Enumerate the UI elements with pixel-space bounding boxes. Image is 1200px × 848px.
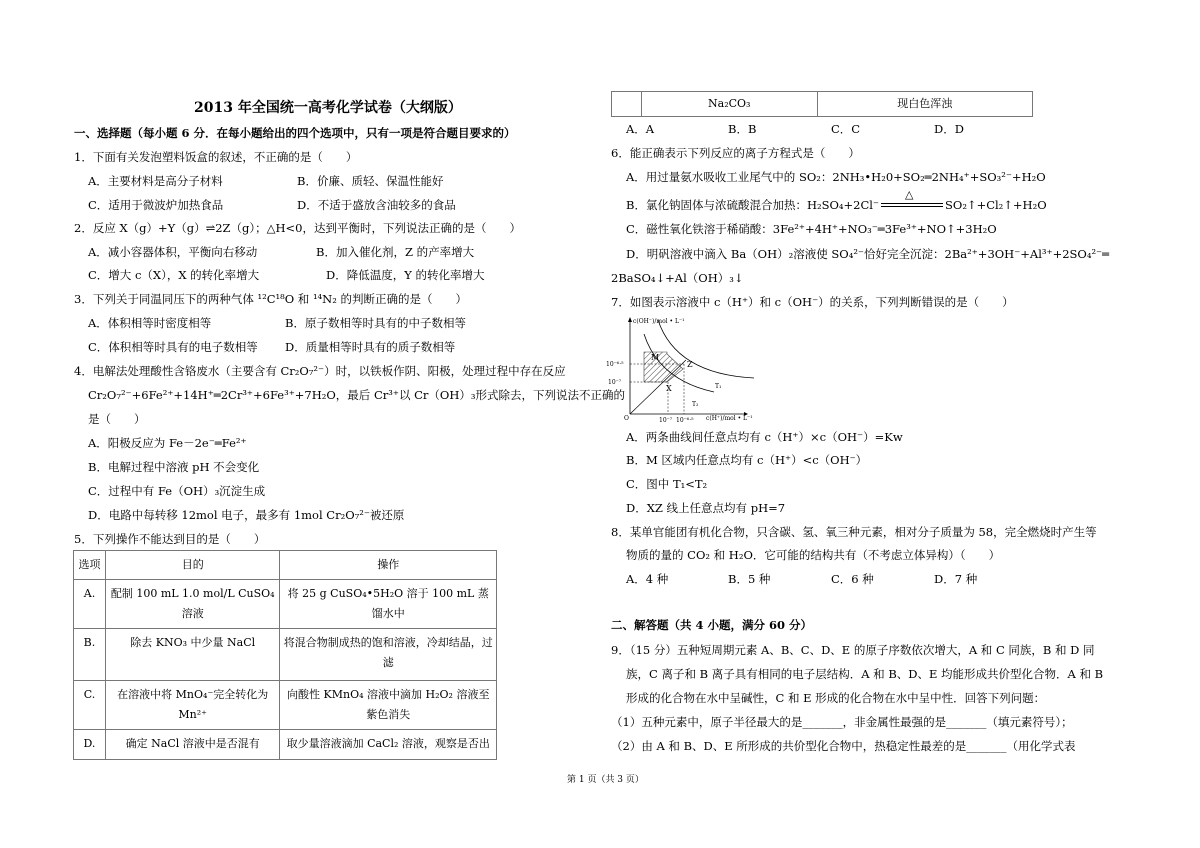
- table-cell-operation: 取少量溶液滴加 CaCl₂ 溶液，观察是否出: [280, 730, 497, 760]
- q8-answer-c: C．6 种: [831, 572, 874, 586]
- table-row: [612, 92, 1033, 117]
- q9-line5: （2）由 A 和 B、D、E 所形成的共价型化合物中，热稳定性最差的是_______（用化学式表: [611, 739, 1076, 753]
- q4-option-d: D．电路中每转移 12mol 电子，最多有 1mol Cr₂O₇²⁻被还原: [88, 508, 405, 522]
- q6-option-d-line2: 2BaSO₄↓+Al（OH）₃↓: [611, 271, 744, 285]
- q8-stem-line1: 8．某单官能团有机化合物，只含碳、氢、氧三种元素，相对分子质量为 58，完全燃烧时产生等: [611, 525, 1097, 539]
- q7-option-b: B．M 区域内任意点均有 c（H⁺）<c（OH⁻）: [626, 453, 868, 467]
- q3-option-d: D．质量相等时具有的质子数相等: [285, 340, 456, 354]
- label-t2: T₂: [692, 401, 699, 408]
- table-cell-option: B.: [74, 629, 106, 681]
- q5-stem: 5．下列操作不能达到目的是（ ）: [74, 532, 266, 546]
- q2-option-b: B．加入催化剂，Z 的产率增大: [316, 245, 475, 259]
- table-cell-operation: 现白色浑浊: [817, 92, 1032, 117]
- table-header-cell: 选项: [74, 551, 106, 580]
- q4-stem-line1: 4．电解法处理酸性含铬废水（主要含有 Cr₂O₇²⁻）时，以铁板作阴、阳极，处理过程中存在反应: [74, 364, 566, 378]
- q4-option-a: A．阳极反应为 Fe－2e⁻═Fe²⁺: [88, 436, 247, 450]
- section-heading-choice: 一、选择题（每小题 6 分．在每小题给出的四个选项中，只有一项是符合题目要求的）: [74, 126, 516, 140]
- q5-table-continued: [611, 91, 1033, 117]
- q5-answer-a: A．A: [626, 122, 655, 136]
- q6-option-a: A．用过量氨水吸收工业尾气中的 SO₂：2NH₃•H₂0+SO₂═2NH₄⁺+SO₃²⁻+H₂O: [626, 170, 1046, 184]
- q8-answer-b: B．5 种: [728, 572, 771, 586]
- table-cell-option: [612, 92, 642, 117]
- q9-line2: 族，C 离子和 B 离子具有相同的电子层结构．A 和 B、D、E 均能形成共价型化合物．A 和 B: [626, 667, 1104, 681]
- delta-symbol: △: [905, 188, 914, 201]
- heating-arrow: [881, 188, 943, 209]
- table-cell-goal: 确定 NaCl 溶液中是否混有: [105, 730, 280, 760]
- table-cell-goal: 在溶液中将 MnO₄⁻完全转化为 Mn²⁺: [105, 681, 280, 730]
- q3-stem: 3．下列关于同温同压下的两种气体 ¹²C¹⁸O 和 ¹⁴N₂ 的判断正确的是（ ）: [74, 292, 467, 306]
- q4-option-b: B．电解过程中溶液 pH 不会变化: [88, 460, 260, 474]
- section-heading-answer: 二、解答题（共 4 小题，满分 60 分）: [611, 618, 813, 632]
- q2-option-a: A．减小容器体积，平衡向右移动: [88, 245, 258, 259]
- table-row: [74, 629, 497, 681]
- table-cell-goal: Na₂CO₃: [641, 92, 817, 117]
- table-cell-option: D.: [74, 730, 106, 760]
- q9-line3: 形成的化合物在水中呈碱性，C 和 E 形成的化合物在水中呈中性．回答下列问题：: [626, 691, 1046, 705]
- q9-line4: （1）五种元素中，原子半径最大的是_______，非金属性最强的是_______（填元素符号）；: [611, 715, 1073, 729]
- y-axis-label: c(OH⁻)/mol • L⁻¹: [633, 318, 685, 325]
- table-cell-operation: 向酸性 KMnO₄ 溶液中滴加 H₂O₂ 溶液至紫色消失: [280, 681, 497, 730]
- table-cell-option: A.: [74, 580, 106, 629]
- page-title: 2013 年全国统一高考化学试卷（大纲版）: [194, 100, 462, 116]
- table-cell-goal: 除去 KNO₃ 中少量 NaCl: [105, 629, 280, 681]
- q5-answer-b: B．B: [728, 122, 757, 136]
- y-axis-arrow: [628, 317, 632, 322]
- q7-option-c: C．图中 T₁<T₂: [626, 477, 708, 491]
- q5-answer-d: D．D: [934, 122, 964, 136]
- table-cell-goal: 配制 100 mL 1.0 mol/L CuSO₄ 溶液: [105, 580, 280, 629]
- table-row: [74, 730, 497, 760]
- table-header-row: [74, 551, 497, 580]
- q2-stem: 2．反应 X（g）+Y（g）⇌2Z（g）；△H<0，达到平衡时，下列说法正确的是（ ）: [74, 221, 521, 235]
- q6-option-d-line1: D．明矾溶液中滴入 Ba（OH）₂溶液使 SO₄²⁻恰好完全沉淀：2Ba²⁺+3OH⁻+Al³⁺+2SO₄²⁻═: [626, 247, 1110, 261]
- q4-stem-line3: 是（ ）: [88, 412, 146, 426]
- q6-option-b: [626, 188, 1047, 212]
- y-tick-1e-7: 10⁻⁷: [608, 379, 622, 386]
- q5-answer-c: C．C: [831, 122, 861, 136]
- q3-option-c: C．体积相等时具有的电子数相等: [88, 340, 258, 354]
- q3-option-a: A．体积相等时密度相等: [88, 316, 212, 330]
- q1-option-d: D．不适于盛放含油较多的食品: [297, 198, 456, 212]
- q4-option-c: C．过程中有 Fe（OH）₃沉淀生成: [88, 484, 266, 498]
- label-z: Z: [687, 360, 693, 369]
- table-cell-option: C.: [74, 681, 106, 730]
- x-tick-1e-7: 10⁻⁷: [659, 417, 673, 424]
- y-tick-1e-6.5: 10⁻⁶·⁵: [606, 361, 624, 368]
- arrow-line: [881, 203, 943, 207]
- table-cell-operation: 将 25 g CuSO₄•5H₂O 溶于 100 mL 蒸馏水中: [280, 580, 497, 629]
- q5-options-table: [73, 550, 497, 760]
- label-t1: T₁: [715, 383, 722, 390]
- q7-option-a: A．两条曲线间任意点均有 c（H⁺）×c（OH⁻）=Kw: [626, 430, 903, 444]
- label-m: M: [651, 353, 660, 362]
- table-header-cell: 操作: [280, 551, 497, 580]
- q3-option-b: B．原子数相等时具有的中子数相等: [285, 316, 466, 330]
- q2-option-d: D．降低温度，Y 的转化率增大: [326, 268, 485, 282]
- page-footer: 第 1 页（共 3 页）: [567, 775, 644, 785]
- table-row: [74, 681, 497, 730]
- q6-stem: 6．能正确表示下列反应的离子方程式是（ ）: [611, 146, 860, 160]
- table-cell-operation: 将混合物制成热的饱和溶液，冷却结晶，过滤: [280, 629, 497, 681]
- q7-graph: [604, 314, 804, 424]
- q8-answer-d: D．7 种: [934, 572, 978, 586]
- table-row: [74, 580, 497, 629]
- x-axis-label: c(H⁺)/mol • L⁻¹: [706, 415, 753, 422]
- q1-option-c: C．适用于微波炉加热食品: [88, 198, 224, 212]
- q8-answer-a: A．4 种: [626, 572, 669, 586]
- q8-stem-line2: 物质的量的 CO₂ 和 H₂O．它可能的结构共有（不考虑立体异构）（ ）: [626, 548, 1001, 562]
- q7-stem: 7．如图表示溶液中 c（H⁺）和 c（OH⁻）的关系，下列判断错误的是（ ）: [611, 295, 1014, 309]
- q6-option-b-left: B．氯化钠固体与浓硫酸混合加热：H₂SO₄+2Cl⁻: [626, 198, 880, 212]
- q9-line1: 9．（15 分）五种短周期元素 A、B、C、D、E 的原子序数依次增大，A 和 C 同族，B 和 D 同: [611, 643, 1095, 657]
- q6-option-c: C．磁性氧化铁溶于稀硝酸：3Fe²⁺+4H⁺+NO₃⁻═3Fe³⁺+NO↑+3H₂O: [626, 222, 997, 236]
- q1-option-a: A．主要材料是高分子材料: [88, 174, 223, 188]
- q1-option-b: B．价廉、质轻、保温性能好: [297, 174, 444, 188]
- x-tick-1e-6.5: 10⁻⁶·⁵: [676, 417, 694, 424]
- origin-label: O: [624, 415, 629, 422]
- label-x: X: [666, 384, 672, 393]
- q2-option-c: C．增大 c（X），X 的转化率增大: [88, 268, 260, 282]
- table-header-cell: 目的: [105, 551, 280, 580]
- q1-stem: 1．下面有关发泡塑料饭盒的叙述，不正确的是（ ）: [74, 150, 358, 164]
- q4-stem-line2: Cr₂O₇²⁻+6Fe²⁺+14H⁺═2Cr³⁺+6Fe³⁺+7H₂O，最后 Cr³⁺以 Cr（OH）₃形式除去，下列说法不正确的: [88, 388, 625, 402]
- q6-option-b-right: SO₂↑+Cl₂↑+H₂O: [945, 198, 1047, 212]
- q7-option-d: D．XZ 线上任意点均有 pH=7: [626, 501, 786, 515]
